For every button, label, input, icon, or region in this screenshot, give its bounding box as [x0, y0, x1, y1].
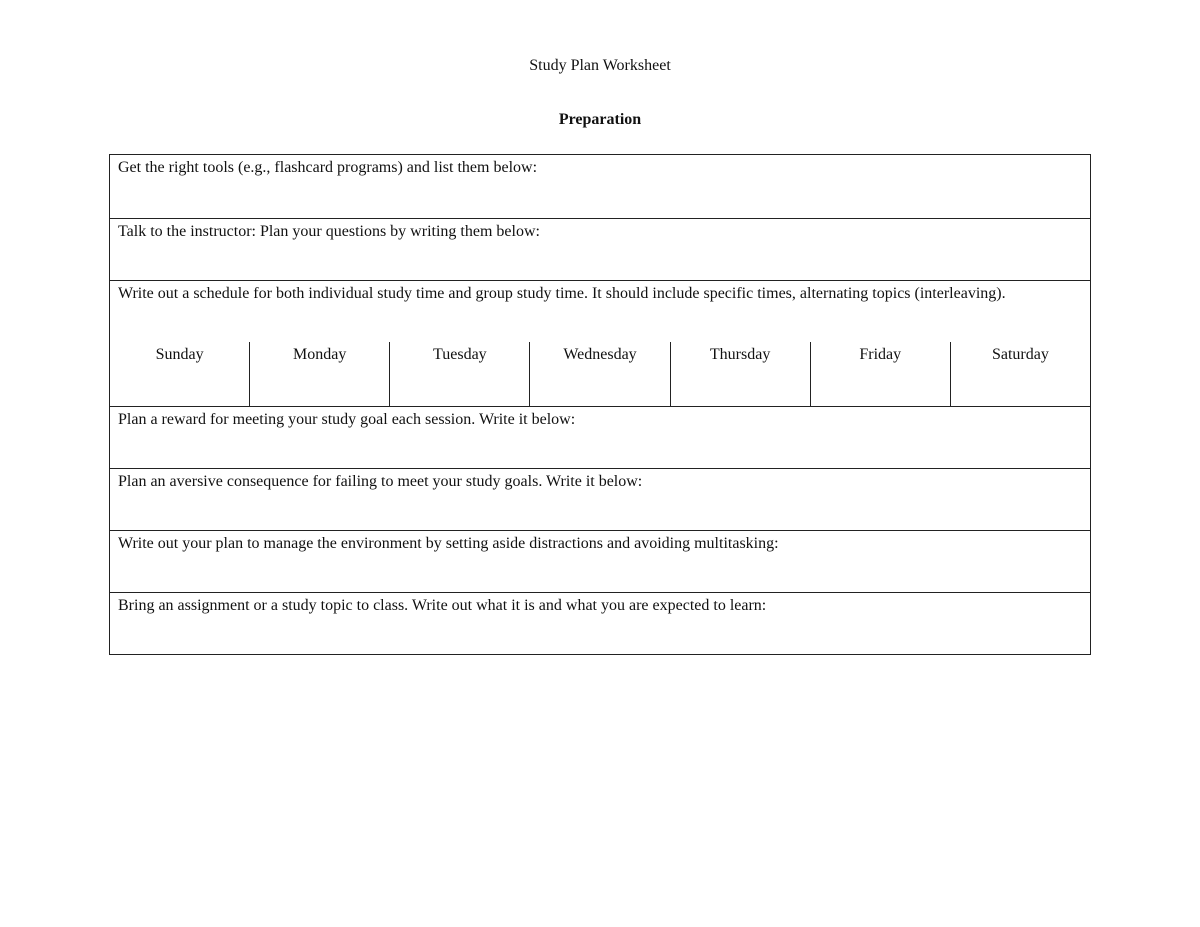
reward-row[interactable]: [110, 406, 1090, 468]
schedule-row: [110, 280, 1090, 406]
section-heading: Preparation: [558, 111, 642, 128]
day-cell-friday[interactable]: Friday: [810, 342, 950, 406]
assignment-prompt: Bring an assignment or a study topic to class. Write out what it is and what you are expected to learn:: [118, 597, 767, 614]
document-title: Study Plan Worksheet: [529, 57, 671, 74]
worksheet-table: [109, 154, 1091, 655]
tools-prompt: Get the right tools (e.g., flashcard programs) and list them below:: [118, 159, 538, 176]
consequence-prompt: Plan an aversive consequence for failing to meet your study goals. Write it below:: [118, 473, 643, 490]
reward-prompt: Plan a reward for meeting your study goal each session. Write it below:: [118, 411, 576, 428]
day-cell-wednesday[interactable]: Wednesday: [529, 342, 669, 406]
day-cell-tuesday[interactable]: Tuesday: [389, 342, 529, 406]
instructor-questions-row[interactable]: [110, 218, 1090, 280]
day-cell-saturday[interactable]: Saturday: [950, 342, 1090, 406]
environment-prompt: Write out your plan to manage the environment by setting aside distractions and avoiding multitasking:: [118, 535, 779, 552]
day-cell-sunday[interactable]: Sunday: [155, 346, 204, 363]
day-cell-monday[interactable]: Monday: [249, 342, 389, 406]
consequence-row[interactable]: [110, 468, 1090, 530]
instructor-questions-prompt: Talk to the instructor: Plan your questions by writing them below:: [118, 223, 540, 240]
schedule-prompt: Write out a schedule for both individual study time and group study time. It should include specific times, alternating topics (interleaving).: [118, 285, 1006, 302]
assignment-row[interactable]: [110, 592, 1090, 654]
day-cell-thursday[interactable]: Thursday: [670, 342, 810, 406]
environment-row[interactable]: [110, 530, 1090, 592]
weekday-grid: [110, 342, 1090, 406]
tools-row[interactable]: [110, 155, 1090, 218]
